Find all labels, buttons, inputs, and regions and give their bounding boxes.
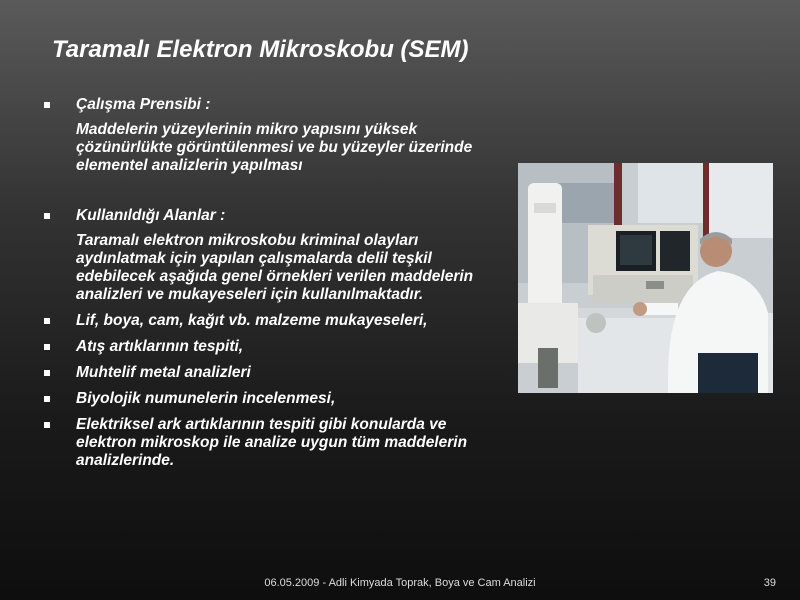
section-text: Taramalı elektron mikroskobu kriminal olayları aydınlatmak için yapılan çalışmalarda delil teşkil edebilecek aşağıda genel örnekleri verilen maddelerin analizleri ve mukayeseleri için kullanılmaktadır.	[76, 232, 474, 303]
bullet-marker-icon	[44, 370, 50, 376]
bullet-marker-icon	[44, 318, 50, 324]
bullet-text: Muhtelif metal analizleri	[76, 364, 251, 381]
bullet-text: Biyolojik numunelerin incelenmesi,	[76, 390, 336, 407]
sem-lab-illustration	[518, 163, 773, 393]
bullet-text: Atış artıklarının tespiti,	[76, 338, 244, 355]
slide-content	[44, 96, 504, 470]
bullet-item	[44, 312, 504, 330]
bullet-text: Lif, boya, cam, kağıt vb. malzeme mukayeseleri,	[76, 312, 428, 329]
section-text: Maddelerin yüzeylerinin mikro yapısını yüksek çözünürlükte görüntülenmesi ve bu yüzeyler üzerinde elementel analizlerin yapılması	[76, 121, 473, 174]
bullet-item	[44, 96, 504, 114]
bullet-text: Elektriksel ark artıklarının tespiti gibi konularda ve elektron mikroskop ile analize uygun tüm maddelerin analizlerinde.	[76, 416, 468, 469]
bullet-marker-icon	[44, 213, 50, 219]
section-heading: Kullanıldığı Alanlar :	[76, 207, 226, 224]
section-heading: Çalışma Prensibi :	[76, 96, 211, 113]
bullet-item	[44, 364, 504, 382]
page-number: 39	[763, 577, 776, 589]
sem-lab-photo	[518, 163, 773, 393]
slide-title: Taramalı Elektron Mikroskobu (SEM)	[52, 36, 469, 63]
bullet-item	[44, 338, 504, 356]
bullet-marker-icon	[44, 396, 50, 402]
bullet-marker-icon	[44, 422, 50, 428]
bullet-marker-icon	[44, 102, 50, 108]
footer-text: 06.05.2009 - Adli Kimyada Toprak, Boya ve Cam Analizi	[264, 577, 536, 589]
bullet-item	[44, 390, 504, 408]
bullet-item	[44, 207, 504, 225]
bullet-marker-icon	[44, 344, 50, 350]
bullet-item	[44, 416, 504, 470]
